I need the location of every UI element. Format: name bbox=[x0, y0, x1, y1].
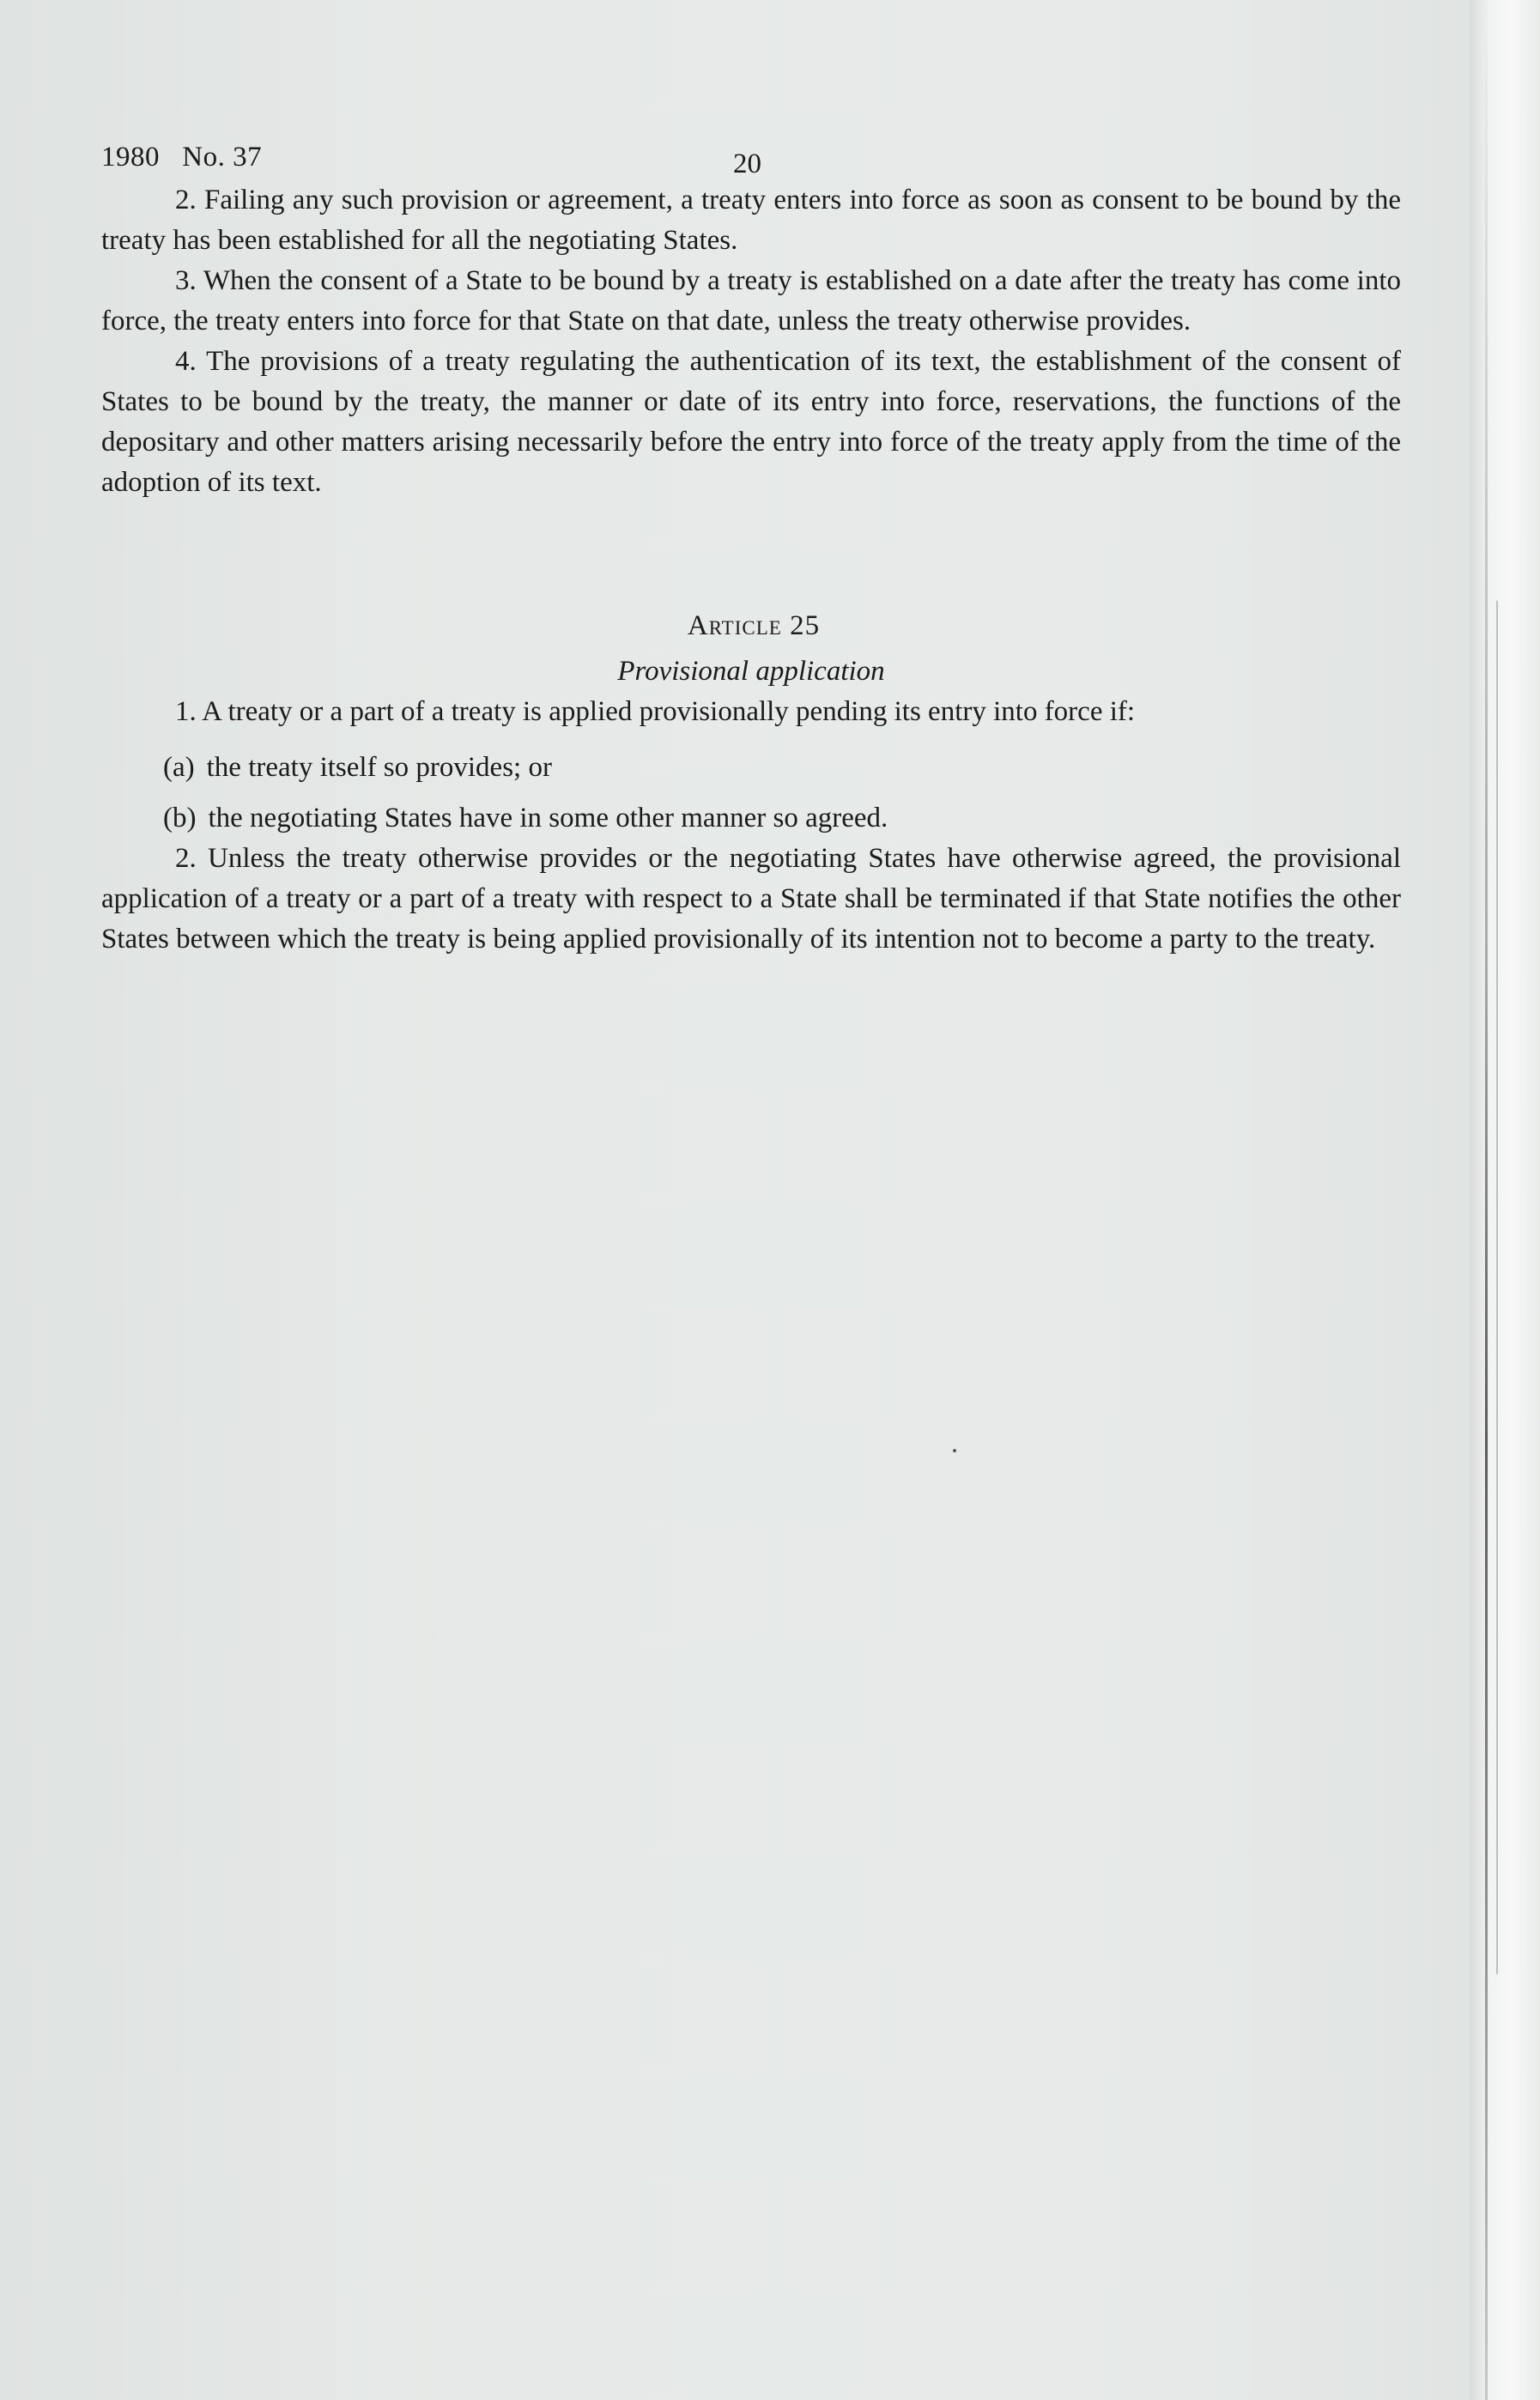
ink-speck bbox=[953, 1449, 956, 1452]
act-reference: 1980 No. 37 bbox=[101, 142, 263, 173]
article-paragraph-2: 2. Unless the treaty otherwise provides or the negotiating States have otherwise agreed, the provisional application of a treaty or a part of a treaty with respect to a State shall be terminated if that State notifies the other States between which the treaty is being applied provisionally of its intention not to become a party to the treaty. bbox=[101, 843, 1401, 955]
list-item-text: the treaty itself so provides; or bbox=[206, 752, 552, 783]
article-paragraph-1: 1. A treaty or a part of a treaty is applied provisionally pending its entry into force if: bbox=[175, 696, 1136, 727]
paragraph-4: 4. The provisions of a treaty regulating the authentication of its text, the establishment of the consent of States to be bound by the treaty, the manner or date of its entry into force, reservations, the functions of the depositary and other matters arising necessarily before the entry into force of the treaty apply from the time of the adoption of its text. bbox=[101, 346, 1401, 498]
paragraph-3: 3. When the consent of a State to be bound by a treaty is established on a date after the treaty has come into force, the treaty enters into force for that State on that date, unless the treaty otherwise provides. bbox=[101, 265, 1401, 336]
list-item bbox=[101, 798, 1401, 839]
article-heading: Article 25 bbox=[687, 610, 821, 641]
list-item-letter: (a) bbox=[163, 752, 195, 783]
binding-shadow-line-inner bbox=[1496, 601, 1498, 1974]
paragraph-2: 2. Failing any such provision or agreement, a treaty enters into force as soon as consent to be bound by the treaty has been established for all the negotiating States. bbox=[101, 185, 1401, 256]
binding-edge bbox=[1470, 0, 1540, 2400]
list-item-letter: (b) bbox=[163, 803, 197, 833]
page-header bbox=[101, 129, 1401, 180]
list-item bbox=[101, 748, 1401, 788]
list-item-text: the negotiating States have in some other manner so agreed. bbox=[208, 803, 888, 833]
page-content bbox=[101, 129, 1401, 960]
page-number: 20 bbox=[733, 148, 761, 179]
article-subheading: Provisional application bbox=[617, 656, 885, 687]
binding-shadow-line bbox=[1485, 0, 1488, 2400]
